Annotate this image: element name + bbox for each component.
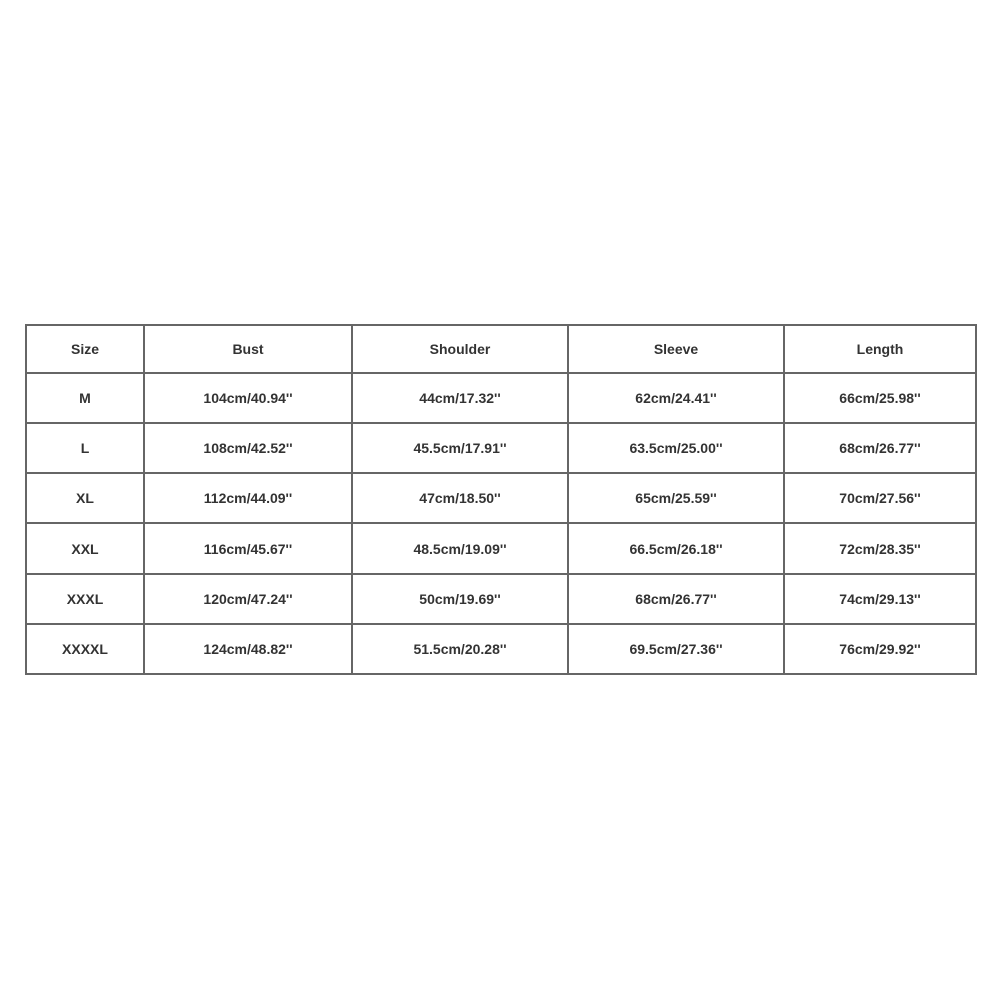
table-row: [26, 473, 976, 523]
cell-size: L: [26, 423, 144, 473]
cell-length: 66cm/25.98'': [784, 373, 976, 423]
cell-bust: 120cm/47.24'': [144, 574, 352, 624]
header-sleeve: Sleeve: [568, 325, 784, 373]
cell-length: 76cm/29.92'': [784, 624, 976, 674]
cell-sleeve: 63.5cm/25.00'': [568, 423, 784, 473]
cell-shoulder: 51.5cm/20.28'': [352, 624, 568, 674]
cell-bust: 116cm/45.67'': [144, 523, 352, 573]
cell-bust: 124cm/48.82'': [144, 624, 352, 674]
cell-length: 68cm/26.77'': [784, 423, 976, 473]
cell-sleeve: 69.5cm/27.36'': [568, 624, 784, 674]
cell-shoulder: 47cm/18.50'': [352, 473, 568, 523]
cell-bust: 112cm/44.09'': [144, 473, 352, 523]
cell-size: XXXXL: [26, 624, 144, 674]
header-size: Size: [26, 325, 144, 373]
cell-size: XXXL: [26, 574, 144, 624]
table-row: [26, 624, 976, 674]
size-chart-table: [25, 324, 977, 675]
cell-shoulder: 45.5cm/17.91'': [352, 423, 568, 473]
cell-size: XL: [26, 473, 144, 523]
header-length: Length: [784, 325, 976, 373]
cell-bust: 104cm/40.94'': [144, 373, 352, 423]
cell-length: 70cm/27.56'': [784, 473, 976, 523]
header-bust: Bust: [144, 325, 352, 373]
header-shoulder: Shoulder: [352, 325, 568, 373]
cell-sleeve: 65cm/25.59'': [568, 473, 784, 523]
cell-size: M: [26, 373, 144, 423]
cell-sleeve: 62cm/24.41'': [568, 373, 784, 423]
cell-sleeve: 66.5cm/26.18'': [568, 523, 784, 573]
table-row: [26, 423, 976, 473]
table-row: [26, 373, 976, 423]
cell-bust: 108cm/42.52'': [144, 423, 352, 473]
table-row: [26, 523, 976, 573]
table-row: [26, 574, 976, 624]
cell-size: XXL: [26, 523, 144, 573]
cell-shoulder: 44cm/17.32'': [352, 373, 568, 423]
cell-length: 72cm/28.35'': [784, 523, 976, 573]
cell-length: 74cm/29.13'': [784, 574, 976, 624]
cell-shoulder: 50cm/19.69'': [352, 574, 568, 624]
header-row: [26, 325, 976, 373]
cell-sleeve: 68cm/26.77'': [568, 574, 784, 624]
cell-shoulder: 48.5cm/19.09'': [352, 523, 568, 573]
